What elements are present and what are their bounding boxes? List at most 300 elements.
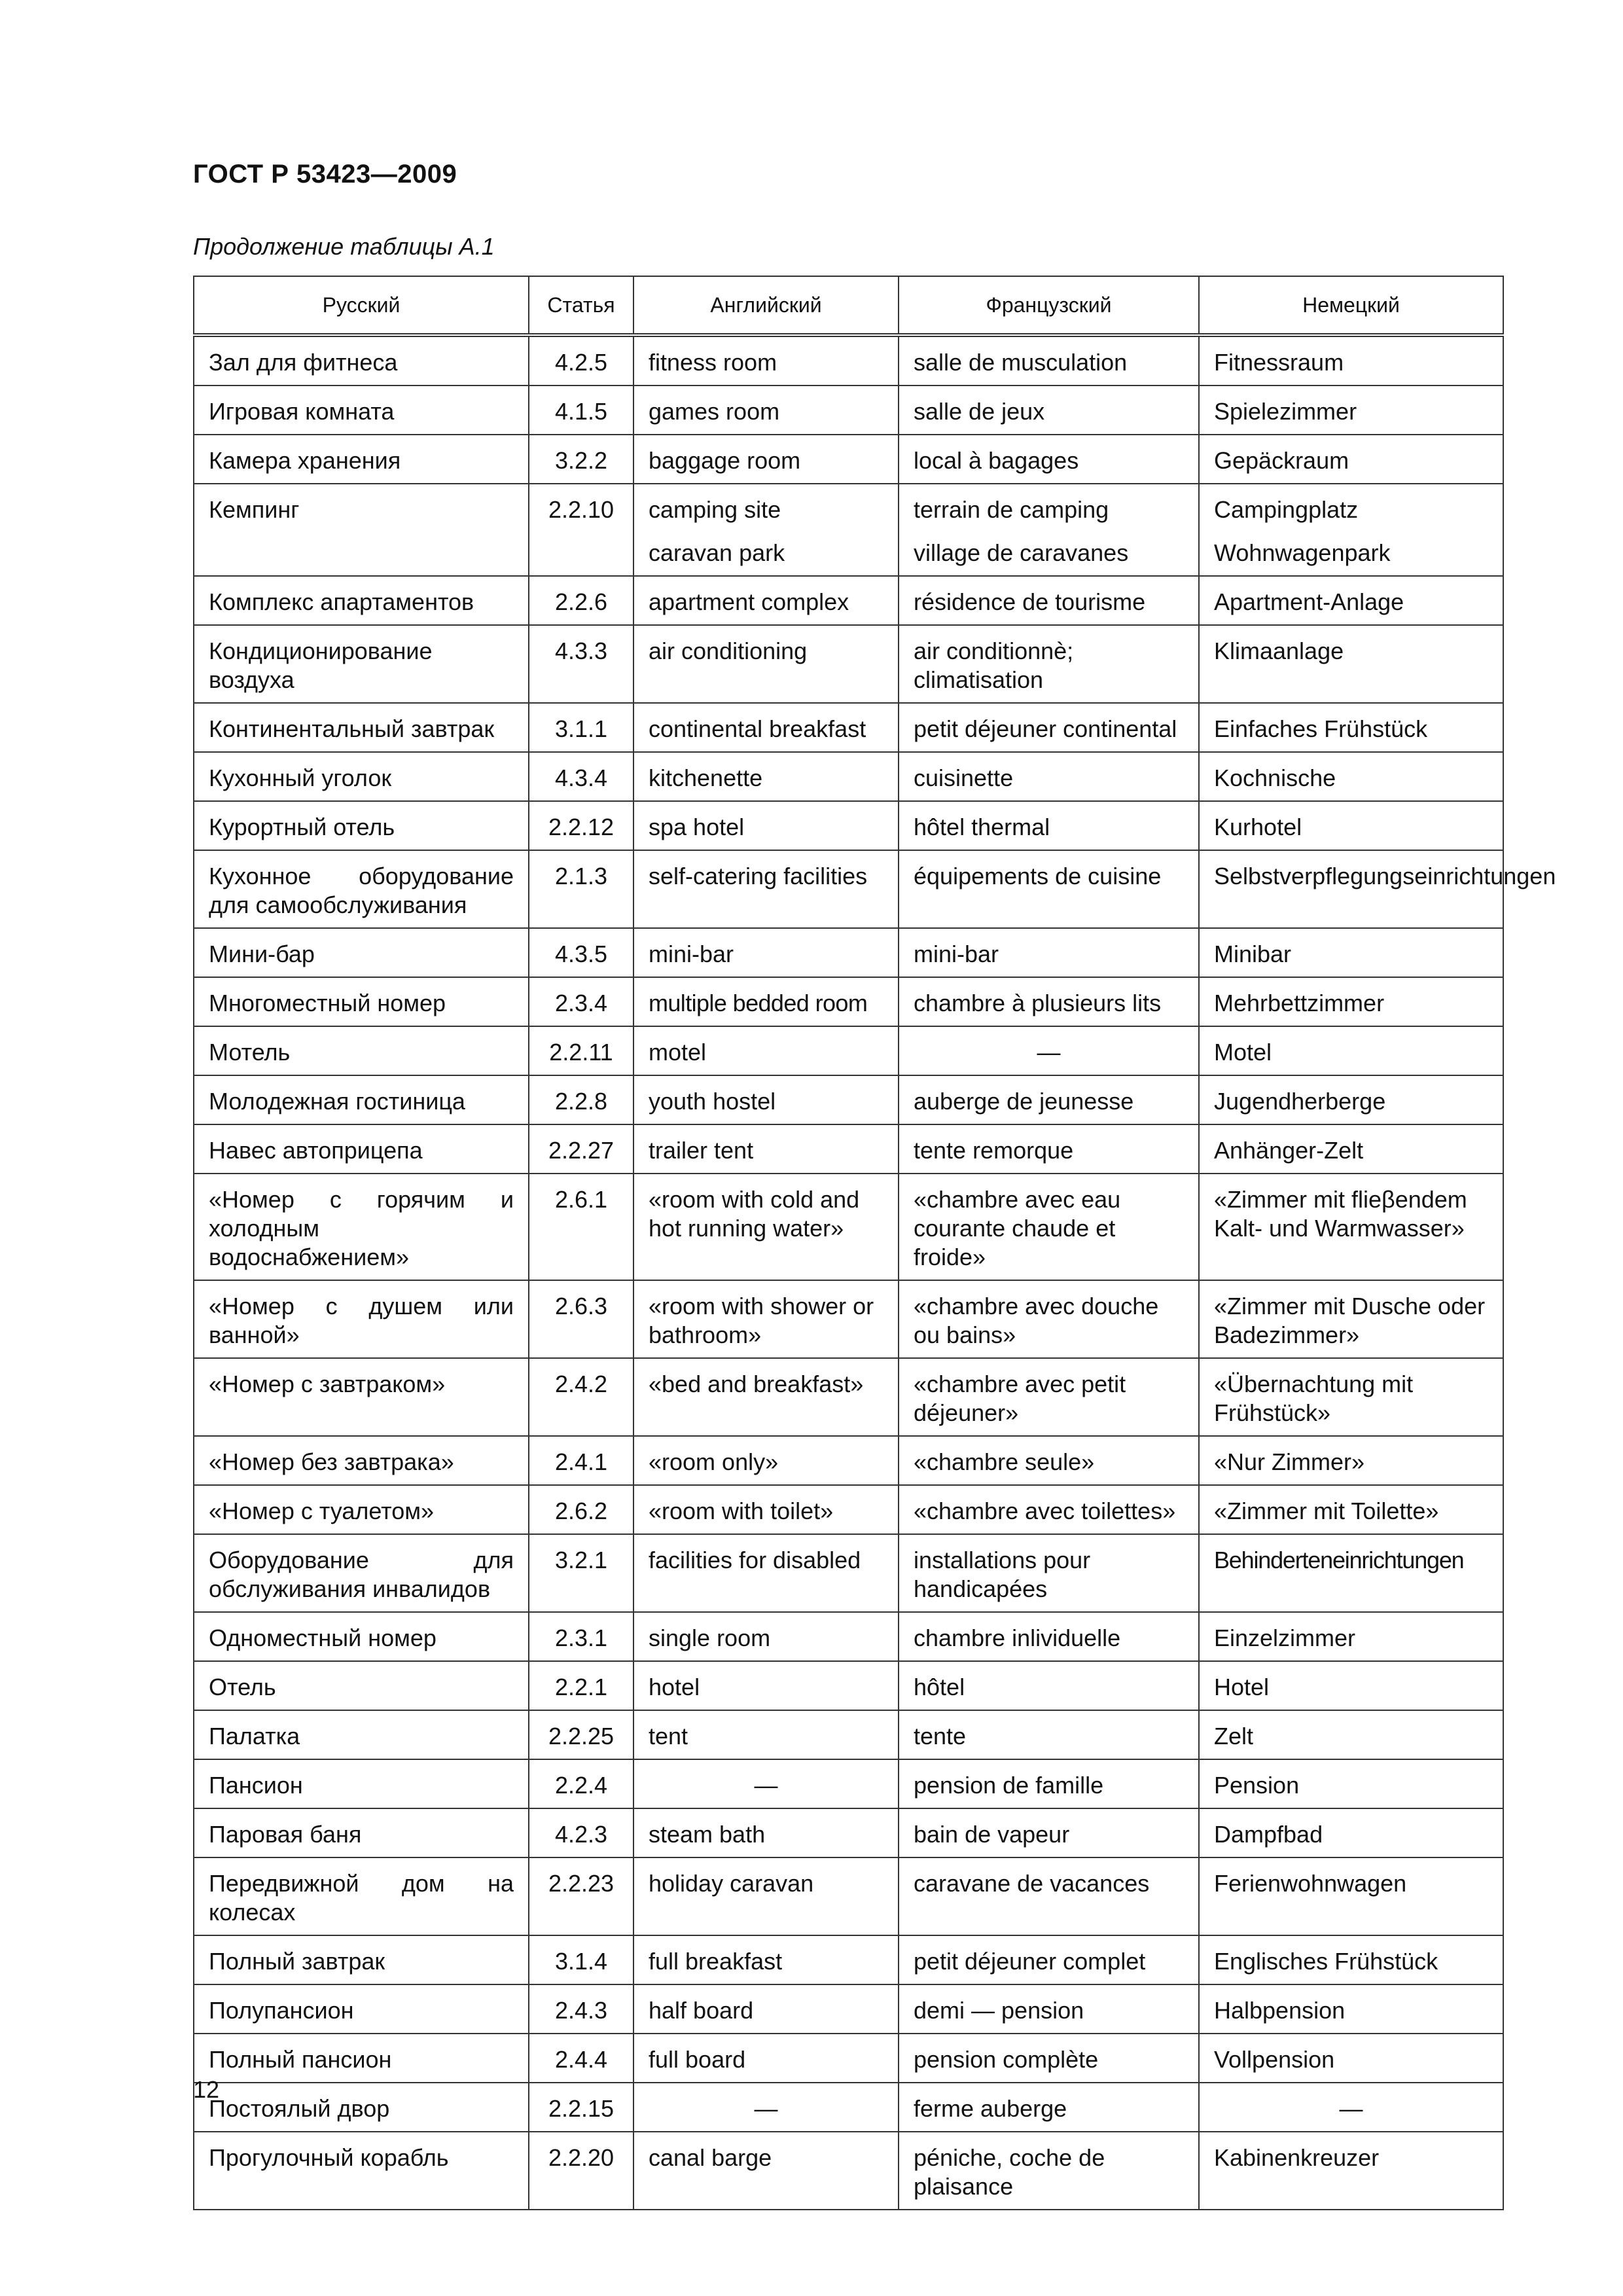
- cell-text: Палатка: [209, 1723, 300, 1749]
- cell-text: Комплекс апартаментов: [209, 588, 474, 615]
- header-row: [194, 276, 1503, 335]
- cell-text: steam bath: [649, 1821, 766, 1848]
- cell-english: [633, 435, 899, 484]
- cell-text: «chambre avec petit déjeuner»: [914, 1371, 1126, 1426]
- cell-german: [1199, 1124, 1503, 1174]
- cell-text: motel: [649, 1039, 707, 1066]
- cell-text: Klimaanlage: [1214, 637, 1344, 664]
- cell-french: [899, 850, 1199, 928]
- table-row: [194, 1026, 1503, 1075]
- cell-text: résidence de tourisme: [914, 588, 1146, 615]
- cell-french: [899, 977, 1199, 1026]
- cell-text: tent: [649, 1723, 688, 1749]
- cell-text: half board: [649, 1997, 754, 2024]
- cell-text: Apartment-Anlage: [1214, 588, 1404, 615]
- cell-text: —: [754, 2095, 778, 2122]
- cell-text: Gepäckraum: [1214, 447, 1349, 474]
- cell-article: [529, 576, 633, 625]
- cell-english: [633, 850, 899, 928]
- cell-text: full breakfast: [649, 1948, 783, 1975]
- cell-english: [633, 801, 899, 850]
- cell-text: 4.2.3: [554, 1821, 608, 1848]
- cell-text: auberge de jeunesse: [914, 1088, 1134, 1115]
- cell-text: 2.2.25: [548, 1723, 615, 1749]
- cell-english: [633, 576, 899, 625]
- cell-text-secondary: village de caravanes: [914, 539, 1129, 566]
- cell-text: Постоялый двор: [209, 2095, 390, 2122]
- cell-english: [633, 335, 899, 386]
- table-row: [194, 2083, 1503, 2132]
- cell-text: air conditioning: [649, 637, 808, 664]
- cell-english: [633, 386, 899, 435]
- cell-text: facilities for disabled: [649, 1547, 861, 1573]
- cell-text: 4.3.3: [554, 637, 608, 664]
- cell-russian: [194, 1661, 529, 1710]
- cell-article: [529, 2132, 633, 2210]
- cell-article: [529, 1280, 633, 1358]
- cell-text: salle de jeux: [914, 398, 1045, 425]
- cell-french: [899, 1485, 1199, 1534]
- cell-french: [899, 801, 1199, 850]
- column-header-article: Статья: [529, 276, 633, 335]
- cell-text: «Zimmer mit Toilette»: [1214, 1498, 1439, 1524]
- cell-article: [529, 1857, 633, 1935]
- cell-german: [1199, 576, 1503, 625]
- cell-text: spa hotel: [649, 814, 745, 840]
- cell-text: 2.2.4: [554, 1772, 608, 1799]
- cell-text: Behinderteneinrichtungen: [1214, 1547, 1464, 1573]
- cell-text: 2.2.11: [549, 1039, 613, 1066]
- cell-text: 2.2.6: [554, 588, 608, 615]
- cell-text: 3.1.1: [554, 715, 608, 742]
- cell-text: multiple bedded room: [649, 990, 868, 1016]
- cell-french: [899, 1710, 1199, 1759]
- cell-text: «room only»: [649, 1448, 779, 1475]
- cell-russian: [194, 1935, 529, 1984]
- cell-english: [633, 928, 899, 977]
- cell-text: petit déjeuner complet: [914, 1948, 1146, 1975]
- table-row: [194, 1534, 1503, 1612]
- cell-text: «chambre avec eau courante chaude et froide»: [914, 1186, 1121, 1270]
- cell-english: [633, 1984, 899, 2034]
- cell-text: Kochnische: [1214, 764, 1336, 791]
- table-caption: Продолжение таблицы А.1: [193, 233, 495, 260]
- cell-french: [899, 2034, 1199, 2083]
- cell-text: Spielezimmer: [1214, 398, 1357, 425]
- cell-text: Campingplatz: [1214, 496, 1359, 523]
- cell-text: full board: [649, 2046, 746, 2073]
- table-row: [194, 1710, 1503, 1759]
- cell-text: 4.1.5: [554, 398, 608, 425]
- cell-french: [899, 1612, 1199, 1661]
- cell-text: Кемпинг: [209, 496, 300, 523]
- cell-text: bain de vapeur: [914, 1821, 1070, 1848]
- cell-text: cuisinette: [914, 764, 1014, 791]
- cell-text: Молодежная гостиница: [209, 1088, 465, 1115]
- cell-french: [899, 335, 1199, 386]
- cell-text: Kurhotel: [1214, 814, 1302, 840]
- cell-french: [899, 576, 1199, 625]
- cell-text: continental breakfast: [649, 715, 866, 742]
- cell-article: [529, 1984, 633, 2034]
- cell-french: [899, 2132, 1199, 2210]
- cell-russian: [194, 1857, 529, 1935]
- cell-german: [1199, 625, 1503, 703]
- cell-text: Fitnessraum: [1214, 349, 1344, 376]
- table-row: [194, 386, 1503, 435]
- cell-text: «Nur Zimmer»: [1214, 1448, 1365, 1475]
- cell-text: 2.4.4: [554, 2046, 608, 2073]
- cell-text: «room with shower or bathroom»: [649, 1293, 874, 1348]
- cell-french: [899, 1174, 1199, 1280]
- cell-text: single room: [649, 1624, 771, 1651]
- cell-text: «room with toilet»: [649, 1498, 834, 1524]
- table-row: [194, 1485, 1503, 1534]
- cell-text: «Номер с горячим и холодным водоснабжением»: [209, 1186, 514, 1270]
- table-row: [194, 2132, 1503, 2210]
- cell-russian: [194, 1534, 529, 1612]
- cell-text: Halbpension: [1214, 1997, 1346, 2024]
- cell-text: Minibar: [1214, 941, 1292, 967]
- cell-french: [899, 1984, 1199, 2034]
- cell-text: 2.2.12: [548, 814, 615, 840]
- cell-english: [633, 2034, 899, 2083]
- cell-english: [633, 1124, 899, 1174]
- cell-text: mini-bar: [649, 941, 734, 967]
- cell-english: [633, 1710, 899, 1759]
- cell-russian: [194, 1612, 529, 1661]
- cell-text: Кухонное оборудование для самообслуживания: [209, 863, 514, 918]
- column-header-english: Английский: [633, 276, 899, 335]
- cell-text: hôtel: [914, 1674, 965, 1700]
- cell-article: [529, 1075, 633, 1124]
- cell-text: terrain de camping: [914, 496, 1109, 523]
- cell-text: 2.2.27: [548, 1137, 615, 1164]
- cell-text: «Номер с туалетом»: [209, 1498, 435, 1524]
- cell-russian: [194, 1485, 529, 1534]
- cell-text: 2.4.3: [554, 1997, 608, 2024]
- cell-russian: [194, 2132, 529, 2210]
- cell-text: Мини-бар: [209, 941, 315, 967]
- cell-text: Игровая комната: [209, 398, 395, 425]
- cell-text: 2.2.15: [548, 2095, 615, 2122]
- cell-text: «room with cold and hot running water»: [649, 1186, 860, 1242]
- cell-text: hôtel thermal: [914, 814, 1050, 840]
- cell-text: camping site: [649, 496, 781, 523]
- cell-german: [1199, 2083, 1503, 2132]
- cell-text: petit déjeuner continental: [914, 715, 1177, 742]
- cell-text: Кухонный уголок: [209, 764, 392, 791]
- cell-text: baggage room: [649, 447, 801, 474]
- cell-text: games room: [649, 398, 780, 425]
- cell-russian: [194, 484, 529, 576]
- cell-text: hotel: [649, 1674, 700, 1700]
- cell-text: 2.4.1: [554, 1448, 608, 1475]
- cell-text: «Номер с завтраком»: [209, 1371, 446, 1397]
- cell-article: [529, 2083, 633, 2132]
- cell-russian: [194, 1808, 529, 1857]
- cell-text: Зал для фитнеса: [209, 349, 398, 376]
- cell-text: —: [1037, 1039, 1061, 1066]
- cell-article: [529, 1661, 633, 1710]
- cell-article: [529, 801, 633, 850]
- cell-german: [1199, 1174, 1503, 1280]
- cell-article: [529, 703, 633, 752]
- cell-russian: [194, 703, 529, 752]
- cell-text: Многоместный номер: [209, 990, 446, 1016]
- cell-german: [1199, 484, 1503, 576]
- cell-text: Vollpension: [1214, 2046, 1335, 2073]
- cell-article: [529, 928, 633, 977]
- cell-text: Одноместный номер: [209, 1624, 437, 1651]
- cell-german: [1199, 1661, 1503, 1710]
- cell-text: tente remorque: [914, 1137, 1074, 1164]
- cell-text: «Übernachtung mit Frühstück»: [1214, 1371, 1414, 1426]
- cell-text: «Номер с душем или ванной»: [209, 1293, 514, 1348]
- table-row: [194, 625, 1503, 703]
- cell-text: apartment complex: [649, 588, 849, 615]
- cell-english: [633, 2083, 899, 2132]
- table-row: [194, 752, 1503, 801]
- cell-german: [1199, 928, 1503, 977]
- cell-text: 2.2.20: [548, 2144, 615, 2171]
- cell-french: [899, 1534, 1199, 1612]
- cell-french: [899, 752, 1199, 801]
- cell-german: [1199, 801, 1503, 850]
- cell-text: youth hostel: [649, 1088, 776, 1115]
- cell-english: [633, 1759, 899, 1808]
- cell-article: [529, 1808, 633, 1857]
- cell-french: [899, 1935, 1199, 1984]
- cell-text: Полупансион: [209, 1997, 354, 2024]
- cell-text: 4.2.5: [554, 349, 608, 376]
- table-row: [194, 928, 1503, 977]
- table-row: [194, 1358, 1503, 1436]
- cell-text: Mehrbettzimmer: [1214, 990, 1385, 1016]
- table-row: [194, 1857, 1503, 1935]
- cell-german: [1199, 435, 1503, 484]
- cell-text: 4.3.4: [554, 764, 608, 791]
- cell-german: [1199, 752, 1503, 801]
- cell-english: [633, 977, 899, 1026]
- cell-text: Englisches Frühstück: [1214, 1948, 1438, 1975]
- cell-english: [633, 625, 899, 703]
- table-body: [194, 335, 1556, 2210]
- cell-russian: [194, 386, 529, 435]
- cell-text: Оборудование для обслуживания инвалидов: [209, 1547, 514, 1602]
- cell-article: [529, 625, 633, 703]
- cell-article: [529, 386, 633, 435]
- cell-english: [633, 1436, 899, 1485]
- cell-russian: [194, 1124, 529, 1174]
- cell-text: demi — pension: [914, 1997, 1084, 2024]
- column-header-german: Немецкий: [1199, 276, 1503, 335]
- cell-german: [1199, 1857, 1503, 1935]
- cell-english: [633, 1358, 899, 1436]
- cell-text: Континентальный завтрак: [209, 715, 495, 742]
- cell-article: [529, 1174, 633, 1280]
- table-row: [194, 801, 1503, 850]
- page-number: 12: [193, 2076, 220, 2103]
- cell-text: Zelt: [1214, 1723, 1254, 1749]
- terms-table: [193, 276, 1556, 2210]
- cell-text: local à bagages: [914, 447, 1079, 474]
- cell-german: [1199, 1026, 1503, 1075]
- cell-german: [1199, 1485, 1503, 1534]
- cell-article: [529, 1358, 633, 1436]
- cell-text: Ferienwohnwagen: [1214, 1870, 1407, 1897]
- cell-text: mini-bar: [914, 941, 999, 967]
- table-row: [194, 1075, 1503, 1124]
- cell-french: [899, 435, 1199, 484]
- cell-russian: [194, 2083, 529, 2132]
- cell-russian: [194, 1280, 529, 1358]
- table-row: [194, 1174, 1503, 1280]
- cell-article: [529, 484, 633, 576]
- cell-russian: [194, 576, 529, 625]
- cell-text: 3.2.2: [554, 447, 608, 474]
- cell-german: [1199, 1612, 1503, 1661]
- cell-text: 2.4.2: [554, 1371, 608, 1397]
- cell-french: [899, 386, 1199, 435]
- cell-english: [633, 752, 899, 801]
- cell-article: [529, 1124, 633, 1174]
- cell-article: [529, 1534, 633, 1612]
- cell-text: péniche, coche de plaisance: [914, 2144, 1105, 2200]
- column-header-russian: Русский: [194, 276, 529, 335]
- table-row: [194, 1984, 1503, 2034]
- table-row: [194, 1612, 1503, 1661]
- cell-german: [1199, 1280, 1503, 1358]
- table-row: [194, 1661, 1503, 1710]
- cell-text: «bed and breakfast»: [649, 1371, 864, 1397]
- cell-english: [633, 703, 899, 752]
- cell-text-secondary: Wohnwagenpark: [1214, 539, 1391, 566]
- cell-text: Anhänger-Zelt: [1214, 1137, 1364, 1164]
- cell-german: [1199, 2034, 1503, 2083]
- table-row: [194, 1280, 1503, 1358]
- table-row: [194, 977, 1503, 1026]
- cell-text: —: [754, 1772, 778, 1799]
- cell-russian: [194, 335, 529, 386]
- cell-english: [633, 1026, 899, 1075]
- cell-russian: [194, 850, 529, 928]
- table-row: [194, 1124, 1503, 1174]
- cell-german: [1199, 386, 1503, 435]
- cell-german: [1199, 977, 1503, 1026]
- cell-text: chambre inlividuelle: [914, 1624, 1121, 1651]
- cell-text: installations pour handicapées: [914, 1547, 1091, 1602]
- cell-article: [529, 435, 633, 484]
- cell-text: 3.1.4: [554, 1948, 608, 1975]
- cell-english: [633, 1935, 899, 1984]
- table-row: [194, 850, 1503, 928]
- cell-article: [529, 752, 633, 801]
- cell-text: «chambre seule»: [914, 1448, 1095, 1475]
- cell-french: [899, 1075, 1199, 1124]
- table-row: [194, 703, 1503, 752]
- cell-article: [529, 1935, 633, 1984]
- cell-german: [1199, 1436, 1503, 1485]
- cell-german: [1199, 850, 1556, 928]
- cell-german: [1199, 1075, 1503, 1124]
- cell-english: [633, 1075, 899, 1124]
- cell-text: 2.2.10: [548, 496, 615, 523]
- cell-text: «Zimmer mit flieβendem Kalt- und Warmwasser»: [1214, 1186, 1467, 1242]
- cell-text: chambre à plusieurs lits: [914, 990, 1162, 1016]
- cell-text: Einfaches Frühstück: [1214, 715, 1428, 742]
- cell-text: 4.3.5: [554, 941, 608, 967]
- cell-english: [633, 1612, 899, 1661]
- cell-german: [1199, 2132, 1503, 2210]
- cell-text: 3.2.1: [554, 1547, 608, 1573]
- cell-german: [1199, 335, 1503, 386]
- cell-text: Полный пансион: [209, 2046, 392, 2073]
- table-row: [194, 484, 1503, 576]
- cell-german: [1199, 1935, 1503, 1984]
- cell-french: [899, 1759, 1199, 1808]
- cell-text: Pension: [1214, 1772, 1300, 1799]
- cell-text: Einzelzimmer: [1214, 1624, 1356, 1651]
- cell-russian: [194, 2034, 529, 2083]
- cell-french: [899, 1661, 1199, 1710]
- cell-text: Мотель: [209, 1039, 291, 1066]
- cell-text: «chambre avec douche ou bains»: [914, 1293, 1159, 1348]
- cell-english: [633, 2132, 899, 2210]
- cell-text: Навес автоприцепа: [209, 1137, 423, 1164]
- column-header-french: Французский: [899, 276, 1199, 335]
- cell-article: [529, 1710, 633, 1759]
- cell-article: [529, 1436, 633, 1485]
- cell-article: [529, 1612, 633, 1661]
- cell-german: [1199, 703, 1503, 752]
- cell-text: pension complète: [914, 2046, 1099, 2073]
- cell-text: 2.2.23: [548, 1870, 615, 1897]
- cell-text: salle de musculation: [914, 349, 1128, 376]
- table-row: [194, 335, 1503, 386]
- cell-article: [529, 977, 633, 1026]
- cell-text: 2.3.1: [554, 1624, 608, 1651]
- cell-article: [529, 1026, 633, 1075]
- cell-article: [529, 850, 633, 928]
- cell-text: «Zimmer mit Dusche oder Badezimmer»: [1214, 1293, 1486, 1348]
- cell-german: [1199, 1984, 1503, 2034]
- cell-text: 2.6.3: [554, 1293, 608, 1319]
- cell-russian: [194, 1984, 529, 2034]
- cell-text: 2.6.2: [554, 1498, 608, 1524]
- cell-french: [899, 703, 1199, 752]
- cell-text: Паровая баня: [209, 1821, 362, 1848]
- cell-text: caravane de vacances: [914, 1870, 1150, 1897]
- cell-english: [633, 1485, 899, 1534]
- cell-text: 2.2.1: [554, 1674, 608, 1700]
- table-row: [194, 1436, 1503, 1485]
- table-row: [194, 1759, 1503, 1808]
- cell-russian: [194, 435, 529, 484]
- cell-text: canal barge: [649, 2144, 772, 2171]
- cell-german: [1199, 1710, 1503, 1759]
- cell-french: [899, 1857, 1199, 1935]
- cell-french: [899, 928, 1199, 977]
- cell-french: [899, 625, 1199, 703]
- table-row: [194, 576, 1503, 625]
- cell-text: Полный завтрак: [209, 1948, 385, 1975]
- cell-text: —: [1339, 2095, 1363, 2122]
- cell-french: [899, 1280, 1199, 1358]
- cell-french: [899, 484, 1199, 576]
- cell-english: [633, 484, 899, 576]
- cell-russian: [194, 752, 529, 801]
